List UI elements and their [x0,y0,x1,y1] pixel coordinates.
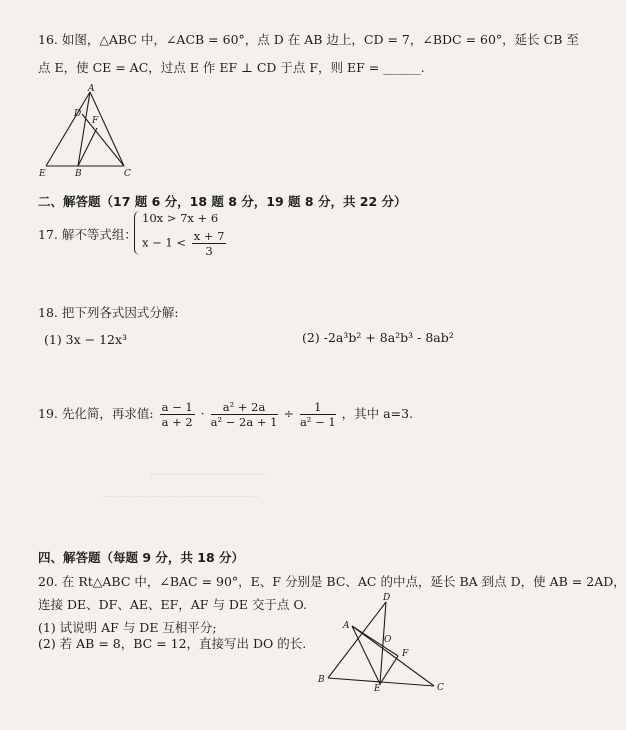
q17-brace [134,211,141,255]
q18-part2: (2) -2a³b² + 8a²b³ - 8ab² [302,330,454,345]
q20-label-O: O [384,635,392,645]
q17-ineq1: 10x > 7x + 6 [142,211,219,225]
q20-line2: 连接 DE、DF、AE、EF，AF 与 DE 交于点 O. [38,597,307,612]
q16-label-D: D [74,109,82,119]
q20-figure-line [328,602,386,678]
q20-figure-line [352,626,434,686]
q20-label-A: A [343,621,350,631]
q19-f2-num: a² + 2a [211,400,278,415]
q20-label-E: E [374,684,381,694]
q17-frac-den: 3 [205,244,213,258]
bleed-through-text: ·················································· [100,492,259,503]
q19-f1-num: a − 1 [161,400,193,414]
q19-f1-den: a + 2 [161,415,193,429]
q16-label-A: A [88,84,95,94]
q19-line [38,400,413,429]
q17-ineq2 [142,229,228,258]
section4-heading: 四、解答题（每题 9 分，共 18 分） [38,550,245,565]
q17-ineq2-frac [192,229,227,258]
q20-figure [316,590,456,692]
q16-label-F: F [92,116,99,126]
q16-figure [38,86,138,178]
q19-frac2 [211,400,278,429]
q16-figure-line [82,114,124,166]
q16-line1: 16. 如图，△ABC 中，∠ACB = 60°，点 D 在 AB 边上，CD = 7，∠BDC = 60°，延长 CB 至 [38,32,579,47]
q17-ineq2-lhs: x − 1 < [142,235,187,250]
q20-line1: 20. 在 Rt△ABC 中，∠BAC = 90°，E、F 分别是 BC、AC 的中点，延长 BA 到点 D，使 AB = 2AD， [38,574,626,589]
section2-heading: 二、解答题（17 题 6 分，18 题 8 分，19 题 8 分，共 22 分） [38,194,407,209]
q19-f3-den: a² − 1 [299,415,336,429]
q20-part1: (1) 试说明 AF 与 DE 互相平分; [38,620,217,635]
q20-label-D: D [383,593,391,603]
q18-part1: (1) 3x − 12x³ [44,332,128,347]
q20-part2: (2) 若 AB = 8，BC = 12，直接写出 DO 的长. [38,636,307,651]
q19-frac1 [160,400,195,429]
q16-label-B: B [75,169,82,179]
q19-op2: ÷ [283,406,294,421]
q16-label-E: E [39,169,46,179]
q20-label-B: B [318,675,325,685]
q19-op1: · [200,406,205,421]
q19-suffix: ，其中 a=3. [341,406,413,421]
q16-label-C: C [124,169,131,179]
q16-line2: 点 E，使 CE = AC，过点 E 作 EF ⊥ CD 于点 F，则 EF = ______. [38,60,425,75]
q19-f3-num: 1 [300,400,336,415]
q17-label: 17. 解不等式组： [38,227,137,242]
bleed-through-text: ····································· [150,470,268,481]
q18-title: 18. 把下列各式因式分解: [38,305,179,320]
q20-label-C: C [437,683,444,693]
q20-figure-line [380,656,398,684]
q17-frac-num: x + 7 [193,229,225,243]
q16-figure-line [90,92,124,166]
q19-prefix: 19. 先化简，再求值: [38,406,154,421]
q19-frac3 [300,400,336,429]
q19-f2-den: a² − 2a + 1 [210,415,278,429]
q20-label-F: F [402,649,409,659]
